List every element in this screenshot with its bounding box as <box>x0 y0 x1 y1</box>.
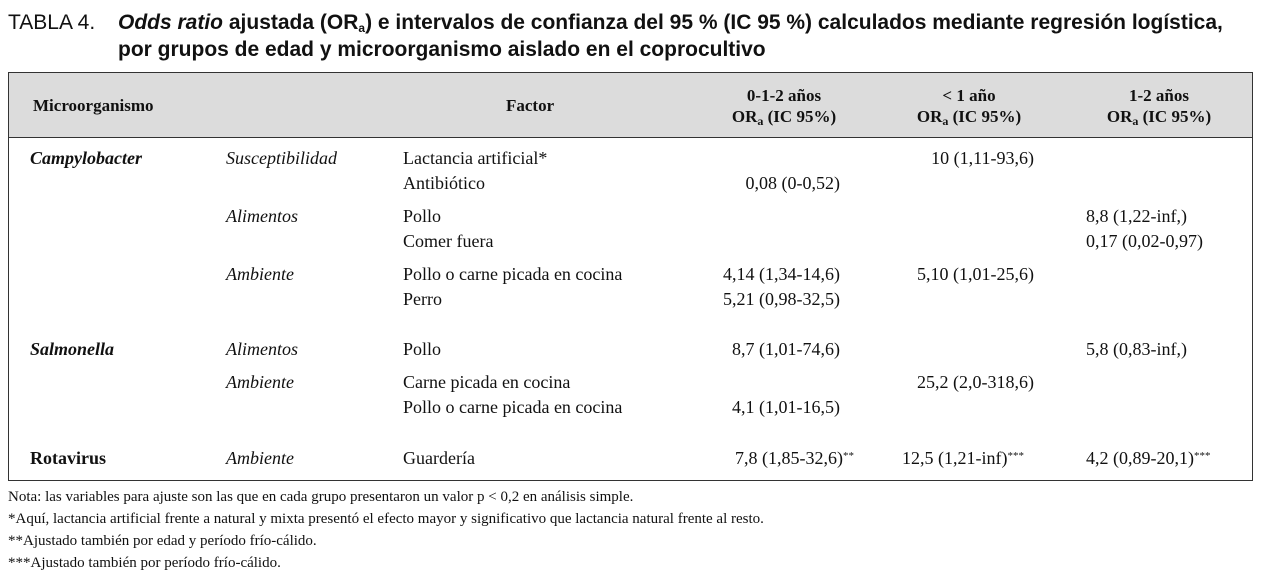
note-footnote-1: *Aquí, lactancia artificial frente a natural y mixta presentó el efecto mayor y significativo que lactancia natural frente al resto. <box>8 511 764 527</box>
or-sub: a <box>942 114 949 128</box>
header-col2 <box>884 85 1054 127</box>
footnote-mark-3: *** <box>1007 450 1024 462</box>
group-salmonella-ambiente: Ambiente <box>226 372 294 392</box>
group-susceptibilidad: Susceptibilidad <box>226 148 337 168</box>
header-col1-label: 0-1-2 años <box>746 86 822 105</box>
group-alimentos: Alimentos <box>226 206 298 226</box>
header-col2-or <box>884 106 1054 127</box>
caption-label: TABLA 4. <box>8 11 96 34</box>
value-guarderia-col1-text: 7,8 (1,85-32,6) <box>735 448 843 468</box>
factor-pollo-carne: Pollo o carne picada en cocina <box>403 264 623 284</box>
caption-title-part1: ajustada (OR <box>223 11 359 34</box>
factor-comer-fuera: Comer fuera <box>403 231 494 251</box>
factor-pollo: Pollo <box>403 206 442 226</box>
table-caption <box>8 9 1253 63</box>
value-perro-col1: 5,21 (0,98-32,5) <box>723 289 840 309</box>
header-col3 <box>1074 85 1244 127</box>
factor-guarderia: Guardería <box>403 448 475 468</box>
caption-title <box>118 9 1253 63</box>
footnote-mark-3: *** <box>1193 450 1211 462</box>
group-salmonella-alimentos: Alimentos <box>226 339 298 359</box>
value-pollo-carne-col1: 4,14 (1,34-14,6) <box>723 264 840 284</box>
factor-carne-picada: Carne picada en cocina <box>403 372 571 392</box>
value-pollo-carne-col2: 5,10 (1,01-25,6) <box>917 264 1034 284</box>
note-footnote-2: **Ajustado también por edad y período frío-cálido. <box>8 533 317 549</box>
group-ambiente: Ambiente <box>226 264 294 284</box>
value-antibiotico-col1: 0,08 (0-0,52) <box>745 173 840 193</box>
results-table <box>8 72 1253 481</box>
value-guarderia-col1 <box>689 446 854 471</box>
or-ci: (IC 95%) <box>763 107 837 126</box>
value-comer-fuera-col3: 0,17 (0,02-0,97) <box>1086 231 1203 251</box>
organism-rotavirus: Rotavirus <box>30 448 106 468</box>
or-ci: (IC 95%) <box>1138 107 1212 126</box>
group-rotavirus-ambiente: Ambiente <box>226 448 294 468</box>
header-microorganismo: Microorganismo <box>33 96 154 115</box>
factor-perro: Perro <box>403 289 442 309</box>
factor-salmonella-pollo-carne: Pollo o carne picada en cocina <box>403 397 623 417</box>
value-salmonella-pollo-col3: 5,8 (0,83-inf,) <box>1086 339 1187 359</box>
organism-campylobacter: Campylobacter <box>30 148 142 168</box>
header-col1 <box>699 85 869 127</box>
header-col1-or <box>699 106 869 127</box>
factor-lactancia-artificial: Lactancia artificial* <box>403 148 548 168</box>
value-carne-picada-col2: 25,2 (2,0-318,6) <box>917 372 1034 392</box>
value-guarderia-col2 <box>902 446 1024 471</box>
header-col3-label: 1-2 años <box>1129 86 1189 105</box>
value-pollo-col3: 8,8 (1,22-inf,) <box>1086 206 1187 226</box>
caption-title-part2: ) e intervalos de confianza del 95 % (IC 95 %) calculados mediante regresión logística, por grupos de edad y microorganismo aislado en el coprocultivo <box>118 11 1223 61</box>
table-header <box>9 73 1252 138</box>
footnote-mark-2: ** <box>843 450 854 462</box>
caption-title-italic: Odds ratio <box>118 11 224 34</box>
value-salmonella-pollo-carne-col1: 4,1 (1,01-16,5) <box>732 397 840 417</box>
factor-antibiotico: Antibiótico <box>403 173 485 193</box>
value-salmonella-pollo-col1: 8,7 (1,01-74,6) <box>732 339 840 359</box>
or-sub: a <box>757 114 764 128</box>
or-ci: (IC 95%) <box>948 107 1022 126</box>
or-sub: a <box>1132 114 1139 128</box>
factor-salmonella-pollo: Pollo <box>403 339 442 359</box>
note-footnote-3: ***Ajustado también por período frío-cálido. <box>8 555 281 571</box>
caption-title-sub: a <box>358 21 366 35</box>
or-label: OR <box>1106 107 1133 126</box>
header-factor: Factor <box>506 96 555 115</box>
table-notes <box>8 486 1253 574</box>
organism-salmonella: Salmonella <box>30 339 115 359</box>
value-guarderia-col3 <box>1086 446 1210 471</box>
note-general: Nota: las variables para ajuste son las que en cada grupo presentaron un valor p < 0,2 en análisis simple. <box>8 489 634 505</box>
value-lactancia-col2: 10 (1,11-93,6) <box>931 148 1034 168</box>
or-label: OR <box>731 107 758 126</box>
or-label: OR <box>916 107 943 126</box>
header-col3-or <box>1074 106 1244 127</box>
value-guarderia-col2-text: 12,5 (1,21-inf) <box>902 448 1008 468</box>
header-col2-label: < 1 año <box>942 86 996 105</box>
value-guarderia-col3-text: 4,2 (0,89-20,1) <box>1086 448 1194 468</box>
